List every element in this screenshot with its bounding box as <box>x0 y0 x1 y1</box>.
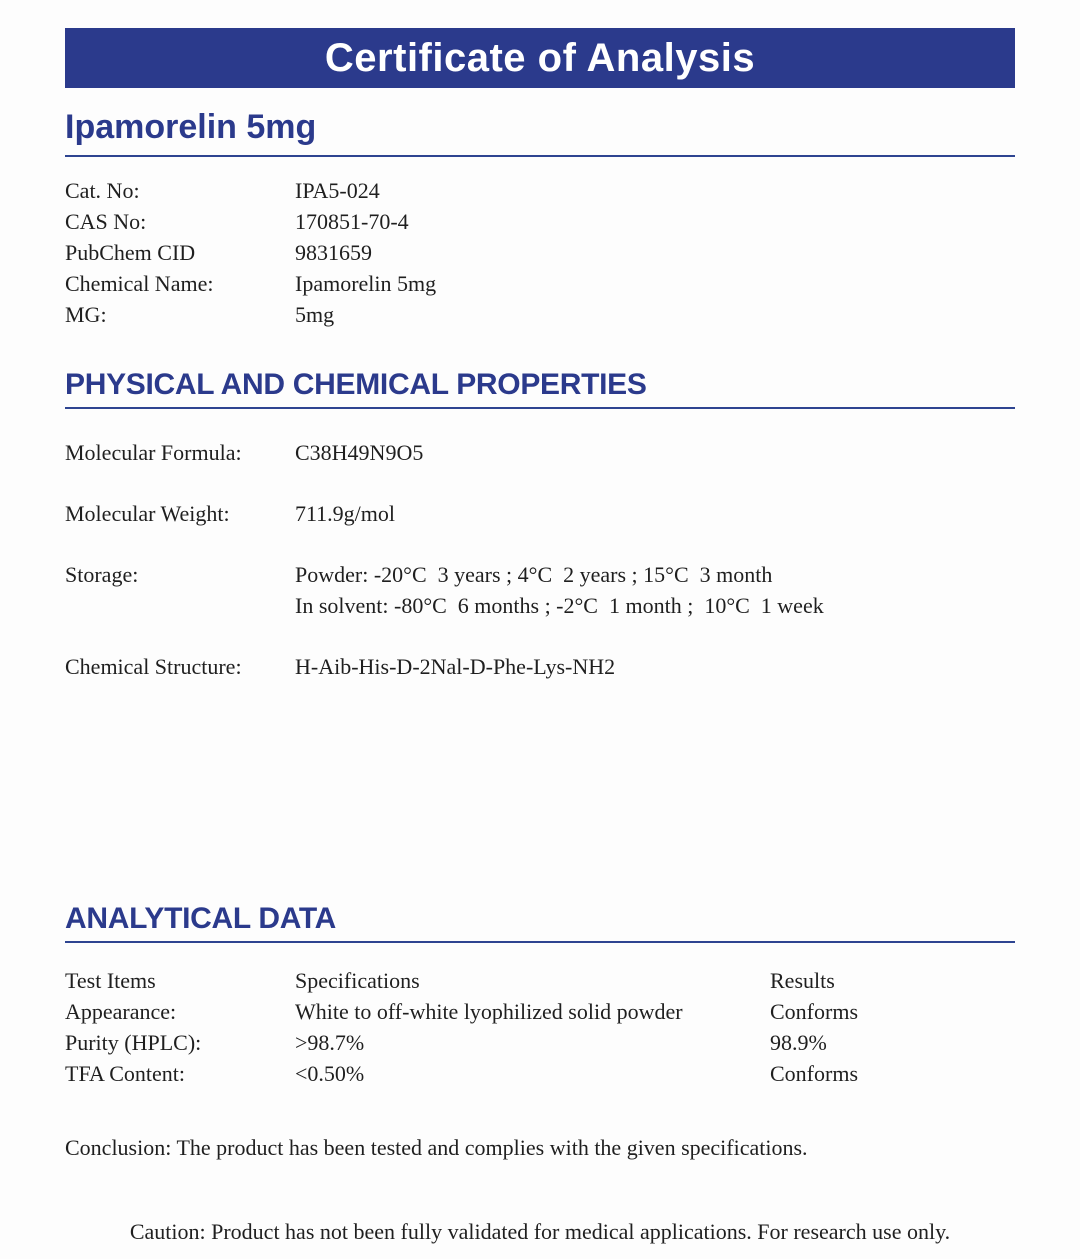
info-label: PubChem CID <box>65 240 196 266</box>
specification: White to off-white lyophilized solid powder <box>295 999 683 1025</box>
property-label: Storage: <box>65 562 139 588</box>
table-row-purity <box>65 1027 1015 1058</box>
info-value: Ipamorelin 5mg <box>295 271 437 297</box>
analytical-section-rule <box>65 941 1015 943</box>
properties-section-heading: PHYSICAL AND CHEMICAL PROPERTIES <box>65 368 647 402</box>
column-header-specifications: Specifications <box>295 968 420 994</box>
property-row-molecular-weight <box>65 498 1015 529</box>
property-label: Molecular Formula: <box>65 440 242 466</box>
info-label: Chemical Name: <box>65 271 214 297</box>
info-row-cas-no <box>65 206 1015 237</box>
property-value: 711.9g/mol <box>295 501 396 527</box>
banner <box>65 28 1015 88</box>
result: 98.9% <box>770 1030 827 1056</box>
column-header-test-items: Test Items <box>65 968 156 994</box>
product-title: Ipamorelin 5mg <box>65 108 317 146</box>
specification: >98.7% <box>295 1030 365 1056</box>
analytical-table <box>65 965 1015 1089</box>
info-label: Cat. No: <box>65 178 140 204</box>
product-info-section <box>65 175 1015 330</box>
info-row-pubchem-cid <box>65 237 1015 268</box>
info-value: IPA5-024 <box>295 178 380 204</box>
property-row-storage <box>65 559 1015 621</box>
conclusion-text: Conclusion: The product has been tested and complies with the given specifications. <box>65 1135 808 1161</box>
properties-section <box>65 437 1015 682</box>
info-row-chemical-name <box>65 268 1015 299</box>
info-row-mg <box>65 299 1015 330</box>
banner-title: Certificate of Analysis <box>324 35 756 80</box>
test-item: Appearance: <box>65 999 177 1025</box>
storage-line-solvent: In solvent: -80°C 6 months ; -2°C 1 month ; 10°C 1 week <box>295 593 824 619</box>
properties-section-rule <box>65 407 1015 409</box>
product-title-rule <box>65 155 1015 157</box>
info-value: 5mg <box>295 302 335 328</box>
test-item: TFA Content: <box>65 1061 185 1087</box>
result: Conforms <box>770 999 858 1025</box>
specification: <0.50% <box>295 1061 365 1087</box>
info-label: CAS No: <box>65 209 147 235</box>
info-row-cat-no <box>65 175 1015 206</box>
info-value: 170851-70-4 <box>295 209 409 235</box>
property-value: C38H49N9O5 <box>295 440 424 466</box>
property-label: Molecular Weight: <box>65 501 230 527</box>
analytical-section-heading: ANALYTICAL DATA <box>65 902 337 936</box>
table-row-tfa-content <box>65 1058 1015 1089</box>
test-item: Purity (HPLC): <box>65 1030 202 1056</box>
info-value: 9831659 <box>295 240 372 266</box>
property-value <box>295 559 1015 621</box>
property-row-molecular-formula <box>65 437 1015 468</box>
storage-line-powder: Powder: -20°C 3 years ; 4°C 2 years ; 15°C 3 month <box>295 562 773 588</box>
caution-text: Caution: Product has not been fully validated for medical applications. For research use only. <box>129 1219 951 1245</box>
property-value: H-Aib-His-D-2Nal-D-Phe-Lys-NH2 <box>295 654 616 680</box>
result: Conforms <box>770 1061 858 1087</box>
property-label: Chemical Structure: <box>65 654 242 680</box>
column-header-results: Results <box>770 968 835 994</box>
info-label: MG: <box>65 302 107 328</box>
property-row-chemical-structure <box>65 651 1015 682</box>
table-header-row <box>65 965 1015 996</box>
table-row-appearance <box>65 996 1015 1027</box>
